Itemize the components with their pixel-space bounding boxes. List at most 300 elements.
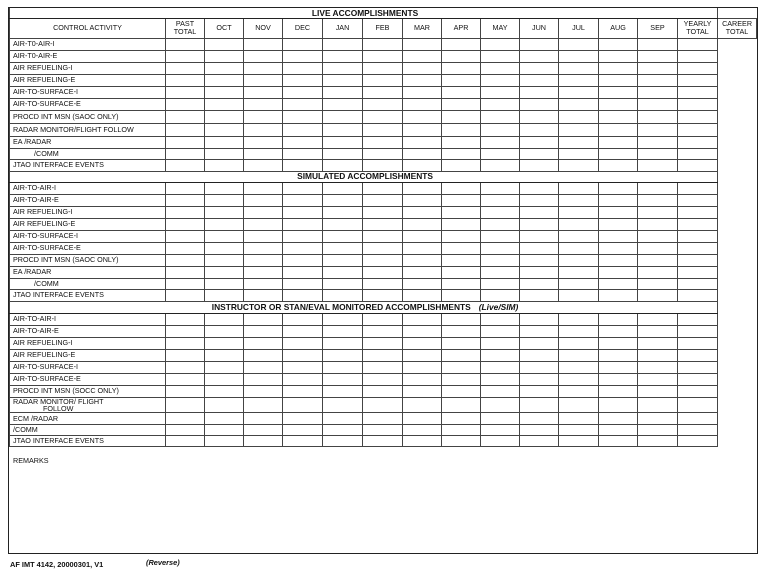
entry-cell[interactable] <box>403 86 442 98</box>
entry-cell[interactable] <box>166 74 205 86</box>
entry-cell[interactable] <box>323 74 363 86</box>
entry-cell[interactable] <box>442 62 481 74</box>
entry-cell[interactable] <box>638 136 678 148</box>
entry-cell[interactable] <box>442 349 481 361</box>
entry-cell[interactable] <box>363 50 403 62</box>
entry-cell[interactable] <box>166 325 205 337</box>
entry-cell[interactable] <box>599 182 638 194</box>
entry-cell[interactable] <box>442 361 481 373</box>
entry-cell[interactable] <box>323 218 363 230</box>
entry-cell[interactable] <box>481 242 520 254</box>
entry-cell[interactable] <box>403 361 442 373</box>
entry-cell[interactable] <box>599 74 638 86</box>
entry-cell[interactable] <box>638 349 678 361</box>
entry-cell[interactable] <box>323 254 363 266</box>
entry-cell[interactable] <box>520 266 559 278</box>
entry-cell[interactable] <box>442 38 481 50</box>
entry-cell[interactable] <box>205 230 244 242</box>
entry-cell[interactable] <box>678 337 718 349</box>
entry-cell[interactable] <box>520 159 559 171</box>
entry-cell[interactable] <box>403 206 442 218</box>
entry-cell[interactable] <box>599 86 638 98</box>
entry-cell[interactable] <box>205 74 244 86</box>
entry-cell[interactable] <box>363 194 403 206</box>
entry-cell[interactable] <box>166 98 205 110</box>
entry-cell[interactable] <box>205 242 244 254</box>
entry-cell[interactable] <box>403 325 442 337</box>
entry-cell[interactable] <box>205 412 244 424</box>
entry-cell[interactable] <box>363 62 403 74</box>
entry-cell[interactable] <box>520 385 559 397</box>
entry-cell[interactable] <box>244 123 283 136</box>
entry-cell[interactable] <box>481 62 520 74</box>
entry-cell[interactable] <box>442 230 481 242</box>
entry-cell[interactable] <box>442 397 481 412</box>
entry-cell[interactable] <box>442 98 481 110</box>
entry-cell[interactable] <box>363 148 403 159</box>
entry-cell[interactable] <box>166 313 205 325</box>
entry-cell[interactable] <box>638 50 678 62</box>
entry-cell[interactable] <box>403 110 442 123</box>
entry-cell[interactable] <box>481 86 520 98</box>
entry-cell[interactable] <box>403 397 442 412</box>
entry-cell[interactable] <box>559 254 599 266</box>
entry-cell[interactable] <box>363 136 403 148</box>
entry-cell[interactable] <box>678 412 718 424</box>
entry-cell[interactable] <box>638 337 678 349</box>
entry-cell[interactable] <box>481 361 520 373</box>
entry-cell[interactable] <box>678 349 718 361</box>
entry-cell[interactable] <box>678 254 718 266</box>
entry-cell[interactable] <box>244 148 283 159</box>
entry-cell[interactable] <box>520 98 559 110</box>
entry-cell[interactable] <box>599 148 638 159</box>
entry-cell[interactable] <box>559 337 599 349</box>
entry-cell[interactable] <box>520 206 559 218</box>
entry-cell[interactable] <box>481 435 520 446</box>
entry-cell[interactable] <box>599 38 638 50</box>
entry-cell[interactable] <box>323 98 363 110</box>
entry-cell[interactable] <box>323 373 363 385</box>
entry-cell[interactable] <box>363 278 403 289</box>
entry-cell[interactable] <box>442 123 481 136</box>
entry-cell[interactable] <box>283 50 323 62</box>
entry-cell[interactable] <box>283 148 323 159</box>
entry-cell[interactable] <box>678 182 718 194</box>
entry-cell[interactable] <box>166 38 205 50</box>
entry-cell[interactable] <box>363 373 403 385</box>
entry-cell[interactable] <box>166 397 205 412</box>
entry-cell[interactable] <box>520 349 559 361</box>
entry-cell[interactable] <box>559 74 599 86</box>
entry-cell[interactable] <box>283 289 323 301</box>
entry-cell[interactable] <box>166 148 205 159</box>
entry-cell[interactable] <box>283 349 323 361</box>
entry-cell[interactable] <box>599 62 638 74</box>
entry-cell[interactable] <box>363 435 403 446</box>
entry-cell[interactable] <box>363 397 403 412</box>
entry-cell[interactable] <box>559 159 599 171</box>
entry-cell[interactable] <box>323 206 363 218</box>
entry-cell[interactable] <box>363 385 403 397</box>
entry-cell[interactable] <box>323 385 363 397</box>
entry-cell[interactable] <box>442 325 481 337</box>
entry-cell[interactable] <box>481 194 520 206</box>
entry-cell[interactable] <box>363 325 403 337</box>
entry-cell[interactable] <box>363 337 403 349</box>
entry-cell[interactable] <box>166 136 205 148</box>
entry-cell[interactable] <box>678 194 718 206</box>
entry-cell[interactable] <box>599 123 638 136</box>
entry-cell[interactable] <box>520 337 559 349</box>
entry-cell[interactable] <box>363 412 403 424</box>
entry-cell[interactable] <box>244 412 283 424</box>
entry-cell[interactable] <box>283 38 323 50</box>
entry-cell[interactable] <box>166 349 205 361</box>
entry-cell[interactable] <box>244 206 283 218</box>
entry-cell[interactable] <box>403 254 442 266</box>
entry-cell[interactable] <box>520 38 559 50</box>
entry-cell[interactable] <box>323 412 363 424</box>
entry-cell[interactable] <box>403 385 442 397</box>
entry-cell[interactable] <box>678 62 718 74</box>
entry-cell[interactable] <box>244 110 283 123</box>
entry-cell[interactable] <box>363 254 403 266</box>
entry-cell[interactable] <box>678 148 718 159</box>
entry-cell[interactable] <box>520 424 559 435</box>
entry-cell[interactable] <box>638 182 678 194</box>
entry-cell[interactable] <box>638 385 678 397</box>
entry-cell[interactable] <box>205 254 244 266</box>
entry-cell[interactable] <box>205 266 244 278</box>
entry-cell[interactable] <box>166 278 205 289</box>
entry-cell[interactable] <box>442 159 481 171</box>
entry-cell[interactable] <box>442 373 481 385</box>
entry-cell[interactable] <box>678 230 718 242</box>
entry-cell[interactable] <box>283 278 323 289</box>
entry-cell[interactable] <box>520 136 559 148</box>
entry-cell[interactable] <box>363 182 403 194</box>
entry-cell[interactable] <box>166 266 205 278</box>
entry-cell[interactable] <box>442 86 481 98</box>
entry-cell[interactable] <box>244 230 283 242</box>
entry-cell[interactable] <box>442 385 481 397</box>
entry-cell[interactable] <box>559 136 599 148</box>
entry-cell[interactable] <box>283 86 323 98</box>
entry-cell[interactable] <box>638 206 678 218</box>
entry-cell[interactable] <box>442 278 481 289</box>
entry-cell[interactable] <box>323 230 363 242</box>
entry-cell[interactable] <box>599 194 638 206</box>
entry-cell[interactable] <box>559 218 599 230</box>
entry-cell[interactable] <box>559 278 599 289</box>
entry-cell[interactable] <box>638 62 678 74</box>
entry-cell[interactable] <box>442 148 481 159</box>
entry-cell[interactable] <box>442 74 481 86</box>
entry-cell[interactable] <box>283 110 323 123</box>
entry-cell[interactable] <box>283 424 323 435</box>
entry-cell[interactable] <box>442 435 481 446</box>
entry-cell[interactable] <box>403 373 442 385</box>
entry-cell[interactable] <box>599 385 638 397</box>
entry-cell[interactable] <box>205 206 244 218</box>
entry-cell[interactable] <box>638 424 678 435</box>
entry-cell[interactable] <box>559 397 599 412</box>
entry-cell[interactable] <box>403 38 442 50</box>
entry-cell[interactable] <box>481 74 520 86</box>
entry-cell[interactable] <box>205 182 244 194</box>
entry-cell[interactable] <box>166 182 205 194</box>
entry-cell[interactable] <box>481 278 520 289</box>
entry-cell[interactable] <box>244 242 283 254</box>
entry-cell[interactable] <box>403 230 442 242</box>
entry-cell[interactable] <box>244 50 283 62</box>
entry-cell[interactable] <box>599 206 638 218</box>
entry-cell[interactable] <box>520 110 559 123</box>
entry-cell[interactable] <box>283 373 323 385</box>
entry-cell[interactable] <box>678 206 718 218</box>
entry-cell[interactable] <box>481 123 520 136</box>
entry-cell[interactable] <box>442 337 481 349</box>
entry-cell[interactable] <box>481 266 520 278</box>
entry-cell[interactable] <box>559 349 599 361</box>
entry-cell[interactable] <box>442 266 481 278</box>
entry-cell[interactable] <box>599 278 638 289</box>
entry-cell[interactable] <box>638 313 678 325</box>
entry-cell[interactable] <box>638 373 678 385</box>
entry-cell[interactable] <box>559 194 599 206</box>
entry-cell[interactable] <box>283 206 323 218</box>
entry-cell[interactable] <box>363 266 403 278</box>
entry-cell[interactable] <box>520 218 559 230</box>
entry-cell[interactable] <box>559 110 599 123</box>
entry-cell[interactable] <box>244 289 283 301</box>
entry-cell[interactable] <box>638 74 678 86</box>
entry-cell[interactable] <box>599 337 638 349</box>
entry-cell[interactable] <box>363 123 403 136</box>
entry-cell[interactable] <box>638 361 678 373</box>
entry-cell[interactable] <box>678 385 718 397</box>
entry-cell[interactable] <box>481 349 520 361</box>
entry-cell[interactable] <box>205 194 244 206</box>
entry-cell[interactable] <box>323 266 363 278</box>
entry-cell[interactable] <box>323 123 363 136</box>
entry-cell[interactable] <box>363 289 403 301</box>
entry-cell[interactable] <box>244 159 283 171</box>
entry-cell[interactable] <box>244 361 283 373</box>
entry-cell[interactable] <box>559 385 599 397</box>
entry-cell[interactable] <box>205 313 244 325</box>
entry-cell[interactable] <box>244 254 283 266</box>
entry-cell[interactable] <box>559 86 599 98</box>
entry-cell[interactable] <box>244 38 283 50</box>
entry-cell[interactable] <box>481 373 520 385</box>
entry-cell[interactable] <box>283 397 323 412</box>
entry-cell[interactable] <box>559 289 599 301</box>
entry-cell[interactable] <box>166 337 205 349</box>
entry-cell[interactable] <box>599 325 638 337</box>
entry-cell[interactable] <box>481 38 520 50</box>
entry-cell[interactable] <box>678 325 718 337</box>
entry-cell[interactable] <box>403 278 442 289</box>
entry-cell[interactable] <box>520 435 559 446</box>
entry-cell[interactable] <box>599 50 638 62</box>
entry-cell[interactable] <box>481 325 520 337</box>
entry-cell[interactable] <box>323 313 363 325</box>
entry-cell[interactable] <box>481 289 520 301</box>
entry-cell[interactable] <box>442 289 481 301</box>
entry-cell[interactable] <box>481 136 520 148</box>
entry-cell[interactable] <box>166 110 205 123</box>
entry-cell[interactable] <box>638 397 678 412</box>
entry-cell[interactable] <box>363 206 403 218</box>
entry-cell[interactable] <box>638 218 678 230</box>
entry-cell[interactable] <box>283 361 323 373</box>
entry-cell[interactable] <box>205 159 244 171</box>
entry-cell[interactable] <box>323 62 363 74</box>
entry-cell[interactable] <box>363 74 403 86</box>
entry-cell[interactable] <box>323 325 363 337</box>
entry-cell[interactable] <box>481 110 520 123</box>
entry-cell[interactable] <box>283 159 323 171</box>
entry-cell[interactable] <box>559 373 599 385</box>
entry-cell[interactable] <box>559 123 599 136</box>
entry-cell[interactable] <box>403 62 442 74</box>
entry-cell[interactable] <box>166 206 205 218</box>
entry-cell[interactable] <box>244 98 283 110</box>
entry-cell[interactable] <box>244 194 283 206</box>
entry-cell[interactable] <box>678 123 718 136</box>
entry-cell[interactable] <box>166 435 205 446</box>
entry-cell[interactable] <box>638 254 678 266</box>
entry-cell[interactable] <box>283 313 323 325</box>
entry-cell[interactable] <box>442 242 481 254</box>
entry-cell[interactable] <box>403 74 442 86</box>
entry-cell[interactable] <box>244 424 283 435</box>
entry-cell[interactable] <box>599 136 638 148</box>
entry-cell[interactable] <box>403 159 442 171</box>
entry-cell[interactable] <box>481 313 520 325</box>
entry-cell[interactable] <box>678 313 718 325</box>
entry-cell[interactable] <box>520 278 559 289</box>
entry-cell[interactable] <box>166 385 205 397</box>
entry-cell[interactable] <box>638 159 678 171</box>
entry-cell[interactable] <box>481 337 520 349</box>
entry-cell[interactable] <box>599 361 638 373</box>
entry-cell[interactable] <box>599 435 638 446</box>
entry-cell[interactable] <box>403 194 442 206</box>
entry-cell[interactable] <box>403 182 442 194</box>
entry-cell[interactable] <box>323 148 363 159</box>
entry-cell[interactable] <box>638 412 678 424</box>
entry-cell[interactable] <box>481 397 520 412</box>
entry-cell[interactable] <box>323 159 363 171</box>
entry-cell[interactable] <box>481 218 520 230</box>
entry-cell[interactable] <box>678 159 718 171</box>
entry-cell[interactable] <box>520 123 559 136</box>
entry-cell[interactable] <box>599 242 638 254</box>
entry-cell[interactable] <box>678 361 718 373</box>
entry-cell[interactable] <box>403 266 442 278</box>
entry-cell[interactable] <box>481 254 520 266</box>
entry-cell[interactable] <box>442 424 481 435</box>
entry-cell[interactable] <box>283 337 323 349</box>
entry-cell[interactable] <box>678 74 718 86</box>
entry-cell[interactable] <box>442 206 481 218</box>
entry-cell[interactable] <box>205 435 244 446</box>
entry-cell[interactable] <box>678 278 718 289</box>
entry-cell[interactable] <box>205 325 244 337</box>
entry-cell[interactable] <box>205 397 244 412</box>
entry-cell[interactable] <box>599 424 638 435</box>
entry-cell[interactable] <box>166 254 205 266</box>
entry-cell[interactable] <box>520 242 559 254</box>
entry-cell[interactable] <box>481 424 520 435</box>
entry-cell[interactable] <box>520 289 559 301</box>
entry-cell[interactable] <box>283 194 323 206</box>
entry-cell[interactable] <box>403 136 442 148</box>
entry-cell[interactable] <box>559 62 599 74</box>
entry-cell[interactable] <box>403 148 442 159</box>
entry-cell[interactable] <box>403 313 442 325</box>
entry-cell[interactable] <box>520 313 559 325</box>
entry-cell[interactable] <box>323 361 363 373</box>
entry-cell[interactable] <box>559 424 599 435</box>
entry-cell[interactable] <box>323 136 363 148</box>
entry-cell[interactable] <box>205 424 244 435</box>
entry-cell[interactable] <box>363 110 403 123</box>
entry-cell[interactable] <box>520 194 559 206</box>
entry-cell[interactable] <box>244 313 283 325</box>
entry-cell[interactable] <box>205 110 244 123</box>
entry-cell[interactable] <box>559 412 599 424</box>
entry-cell[interactable] <box>283 242 323 254</box>
entry-cell[interactable] <box>403 435 442 446</box>
entry-cell[interactable] <box>166 50 205 62</box>
entry-cell[interactable] <box>166 194 205 206</box>
entry-cell[interactable] <box>323 349 363 361</box>
entry-cell[interactable] <box>205 62 244 74</box>
entry-cell[interactable] <box>323 337 363 349</box>
entry-cell[interactable] <box>283 266 323 278</box>
entry-cell[interactable] <box>403 98 442 110</box>
entry-cell[interactable] <box>205 349 244 361</box>
entry-cell[interactable] <box>244 266 283 278</box>
entry-cell[interactable] <box>205 38 244 50</box>
entry-cell[interactable] <box>638 266 678 278</box>
entry-cell[interactable] <box>205 123 244 136</box>
entry-cell[interactable] <box>244 218 283 230</box>
entry-cell[interactable] <box>559 98 599 110</box>
entry-cell[interactable] <box>244 182 283 194</box>
entry-cell[interactable] <box>244 74 283 86</box>
entry-cell[interactable] <box>520 74 559 86</box>
entry-cell[interactable] <box>244 349 283 361</box>
entry-cell[interactable] <box>283 62 323 74</box>
entry-cell[interactable] <box>363 349 403 361</box>
entry-cell[interactable] <box>520 182 559 194</box>
entry-cell[interactable] <box>283 435 323 446</box>
entry-cell[interactable] <box>599 313 638 325</box>
entry-cell[interactable] <box>520 373 559 385</box>
entry-cell[interactable] <box>363 86 403 98</box>
entry-cell[interactable] <box>442 313 481 325</box>
entry-cell[interactable] <box>599 230 638 242</box>
entry-cell[interactable] <box>403 50 442 62</box>
entry-cell[interactable] <box>205 289 244 301</box>
entry-cell[interactable] <box>678 435 718 446</box>
entry-cell[interactable] <box>678 218 718 230</box>
